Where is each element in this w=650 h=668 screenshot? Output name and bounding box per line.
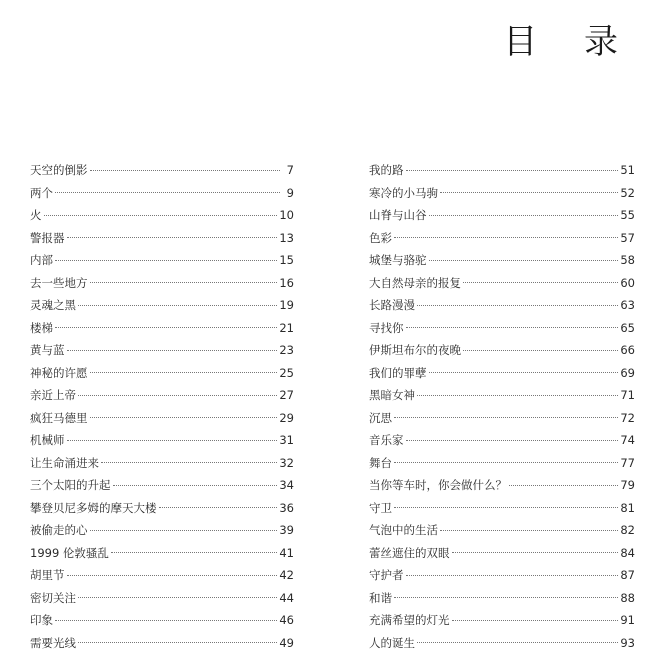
toc-entry-page: 77 <box>620 455 635 470</box>
toc-entry-title: 印象 <box>30 613 53 627</box>
toc-entry-title: 我的路 <box>369 163 404 177</box>
toc-entry-title: 楼梯 <box>30 320 53 335</box>
dot-leader <box>78 305 277 306</box>
dot-leader <box>452 620 619 621</box>
toc-entry[interactable] <box>369 407 635 430</box>
dot-leader <box>44 215 278 216</box>
toc-entry[interactable] <box>369 294 635 317</box>
toc-entry-title: 攀登贝尼多姆的摩天大楼 <box>30 500 157 515</box>
toc-entry-page: 36 <box>279 500 294 515</box>
dot-leader <box>394 462 618 463</box>
dot-leader <box>113 485 278 486</box>
toc-entry-title: 寻找你 <box>369 320 404 335</box>
dot-leader <box>394 507 618 508</box>
toc-entry-page: 69 <box>620 365 635 380</box>
toc-entry-page: 81 <box>620 500 635 515</box>
dot-leader <box>452 552 619 553</box>
toc-entry-title: 大自然母亲的报复 <box>369 275 461 290</box>
toc-entry[interactable] <box>369 384 635 407</box>
toc-entry[interactable] <box>30 542 294 565</box>
toc-entry[interactable] <box>369 564 635 587</box>
dot-leader <box>67 237 278 238</box>
toc-left-column <box>30 159 294 654</box>
toc-entry-title: 机械师 <box>30 433 65 447</box>
toc-entry-page: 44 <box>279 590 294 605</box>
toc-entry[interactable] <box>369 632 635 655</box>
toc-entry[interactable] <box>30 384 294 407</box>
toc-entry[interactable] <box>30 452 294 475</box>
toc-entry-page: 82 <box>620 523 635 537</box>
toc-entry-page: 65 <box>620 320 635 335</box>
dot-leader <box>406 440 619 441</box>
toc-entry-page: 46 <box>279 613 294 627</box>
toc-entry-page: 51 <box>620 163 635 177</box>
toc-entry-page: 91 <box>620 613 635 627</box>
toc-entry-title: 和谐 <box>369 590 392 605</box>
toc-entry[interactable] <box>369 317 635 340</box>
toc-entry-title: 让生命涌进来 <box>30 455 99 470</box>
toc-entry-page: 72 <box>620 410 635 425</box>
toc-entry-title: 寒冷的小马驹 <box>369 185 438 200</box>
toc-entry-title: 疯狂马德里 <box>30 410 88 425</box>
toc-entry-page: 10 <box>279 208 294 222</box>
page-title: 目 录 <box>503 22 636 62</box>
toc-entry-title: 充满希望的灯光 <box>369 613 450 627</box>
toc-entry-page: 25 <box>279 365 294 380</box>
toc-entry-title: 黑暗女神 <box>369 388 415 402</box>
toc-entry[interactable] <box>30 564 294 587</box>
toc-entry-page: 87 <box>620 568 635 582</box>
toc-entry-page: 84 <box>620 545 635 560</box>
toc-entry[interactable] <box>30 182 294 205</box>
toc-entry-page: 15 <box>279 253 294 267</box>
toc-entry-page: 7 <box>286 163 294 177</box>
dot-leader <box>406 327 619 328</box>
toc-entry[interactable] <box>30 587 294 610</box>
dot-leader <box>406 575 619 576</box>
toc-entry-title: 需要光线 <box>30 635 76 650</box>
dot-leader <box>90 530 278 531</box>
toc-entry-page: 16 <box>279 275 294 290</box>
toc-entry[interactable] <box>30 474 294 497</box>
dot-leader <box>394 597 618 598</box>
toc-entry-page: 23 <box>279 343 294 357</box>
toc-entry-page: 29 <box>279 410 294 425</box>
toc-entry[interactable] <box>30 407 294 430</box>
toc-entry-title: 守护者 <box>369 568 404 582</box>
toc-entry-title: 守卫 <box>369 500 392 515</box>
toc-entry-title: 灵魂之黑 <box>30 298 76 312</box>
toc-entry-page: 21 <box>279 320 294 335</box>
dot-leader <box>101 462 277 463</box>
toc-entry-title: 胡里节 <box>30 568 65 582</box>
toc-entry[interactable] <box>369 542 635 565</box>
dot-leader <box>509 485 618 486</box>
toc-entry-page: 42 <box>279 568 294 582</box>
toc-entry-title: 人的诞生 <box>369 635 415 650</box>
toc-entry-page: 32 <box>279 455 294 470</box>
dot-leader <box>406 170 619 171</box>
toc-entry-page: 31 <box>279 433 294 447</box>
dot-leader <box>463 350 618 351</box>
toc-entry[interactable] <box>30 362 294 385</box>
dot-leader <box>55 620 277 621</box>
dot-leader <box>90 372 278 373</box>
toc-entry-title: 密切关注 <box>30 590 76 605</box>
dot-leader <box>429 260 619 261</box>
toc-entry-title: 伊斯坦布尔的夜晚 <box>369 343 461 357</box>
dot-leader <box>67 350 278 351</box>
toc-entry[interactable] <box>30 204 294 227</box>
dot-leader <box>417 305 618 306</box>
dot-leader <box>159 507 278 508</box>
toc-entry-page: 71 <box>620 388 635 402</box>
toc-entry-page: 63 <box>620 298 635 312</box>
toc-entry-page: 19 <box>279 298 294 312</box>
toc-entry[interactable] <box>369 272 635 295</box>
toc-entry[interactable] <box>30 227 294 250</box>
dot-leader <box>429 215 619 216</box>
toc-entry-title: 被偷走的心 <box>30 523 88 537</box>
toc-entry-page: 52 <box>620 185 635 200</box>
toc-entry[interactable] <box>30 294 294 317</box>
dot-leader <box>67 575 278 576</box>
toc-entry[interactable] <box>30 519 294 542</box>
toc-entry-page: 66 <box>620 343 635 357</box>
toc-entry-title: 当你等车时，你会做什么？ <box>369 478 507 492</box>
toc-entry[interactable] <box>369 227 635 250</box>
toc-entry-title: 警报器 <box>30 230 65 245</box>
dot-leader <box>111 552 277 553</box>
toc-entry-title: 我们的罪孽 <box>369 365 427 380</box>
dot-leader <box>417 642 618 643</box>
toc-entry-page: 9 <box>286 185 294 200</box>
dot-leader <box>90 282 278 283</box>
toc-entry-page: 58 <box>620 253 635 267</box>
dot-leader <box>78 642 277 643</box>
dot-leader <box>67 440 278 441</box>
toc-entry-title: 黄与蓝 <box>30 343 65 357</box>
toc-entry-title: 长路漫漫 <box>369 298 415 312</box>
toc-entry-page: 55 <box>620 208 635 222</box>
toc-entry-page: 79 <box>620 478 635 492</box>
toc-entry-page: 57 <box>620 230 635 245</box>
toc-entry[interactable] <box>30 429 294 452</box>
toc-entry-title: 舞台 <box>369 455 392 470</box>
toc-entry-title: 神秘的许愿 <box>30 365 88 380</box>
dot-leader <box>440 192 618 193</box>
toc-entry-title: 内部 <box>30 253 53 267</box>
dot-leader <box>429 372 619 373</box>
toc-entry-title: 色彩 <box>369 230 392 245</box>
toc-entry[interactable] <box>30 339 294 362</box>
dot-leader <box>394 417 618 418</box>
dot-leader <box>440 530 618 531</box>
toc-entry[interactable] <box>30 249 294 272</box>
toc-entry-page: 74 <box>620 433 635 447</box>
toc-entry-title: 音乐家 <box>369 433 404 447</box>
toc-entry[interactable] <box>30 497 294 520</box>
toc-entry-title: 天空的倒影 <box>30 163 88 177</box>
dot-leader <box>55 260 277 261</box>
toc-entry[interactable] <box>369 452 635 475</box>
toc-entry[interactable] <box>30 317 294 340</box>
toc-entry[interactable] <box>369 609 635 632</box>
dot-leader <box>78 597 277 598</box>
toc-entry-page: 34 <box>279 478 294 492</box>
dot-leader <box>55 192 280 193</box>
toc-entry[interactable] <box>369 474 635 497</box>
toc-entry-title: 三个太阳的升起 <box>30 478 111 492</box>
toc-entry-title: 1999 伦敦骚乱 <box>30 545 109 560</box>
dot-leader <box>90 417 278 418</box>
toc-entry[interactable] <box>369 362 635 385</box>
toc-entry[interactable] <box>30 272 294 295</box>
toc-entry-page: 49 <box>279 635 294 650</box>
toc-entry-title: 去一些地方 <box>30 275 88 290</box>
dot-leader <box>463 282 618 283</box>
toc-entry-page: 88 <box>620 590 635 605</box>
toc-entry-page: 93 <box>620 635 635 650</box>
toc-entry[interactable] <box>369 182 635 205</box>
dot-leader <box>55 327 277 328</box>
toc-entry[interactable] <box>30 632 294 655</box>
dot-leader <box>394 237 618 238</box>
dot-leader <box>417 395 618 396</box>
toc-entry[interactable] <box>30 609 294 632</box>
toc-entry-title: 气泡中的生活 <box>369 523 438 537</box>
toc-entry-page: 27 <box>279 388 294 402</box>
toc-entry-title: 两个 <box>30 185 53 200</box>
toc-entry-title: 城堡与骆驼 <box>369 253 427 267</box>
toc-entry[interactable] <box>369 429 635 452</box>
toc-entry[interactable] <box>369 159 635 182</box>
toc-entry-title: 火 <box>30 208 42 222</box>
toc-entry-page: 39 <box>279 523 294 537</box>
dot-leader <box>78 395 277 396</box>
toc-entry[interactable] <box>369 519 635 542</box>
toc-entry-page: 60 <box>620 275 635 290</box>
dot-leader <box>90 170 281 171</box>
toc-entry-page: 41 <box>279 545 294 560</box>
toc-entry-page: 13 <box>279 230 294 245</box>
toc-entry[interactable] <box>30 159 294 182</box>
toc-entry[interactable] <box>369 249 635 272</box>
toc-entry-title: 山脊与山谷 <box>369 208 427 222</box>
toc-entry-title: 亲近上帝 <box>30 388 76 402</box>
toc-entry[interactable] <box>369 339 635 362</box>
toc-entry-title: 蕾丝遮住的双眼 <box>369 545 450 560</box>
toc-right-column <box>369 159 635 654</box>
toc-entry[interactable] <box>369 204 635 227</box>
toc-entry[interactable] <box>369 497 635 520</box>
toc-entry-title: 沉思 <box>369 410 392 425</box>
toc-entry[interactable] <box>369 587 635 610</box>
